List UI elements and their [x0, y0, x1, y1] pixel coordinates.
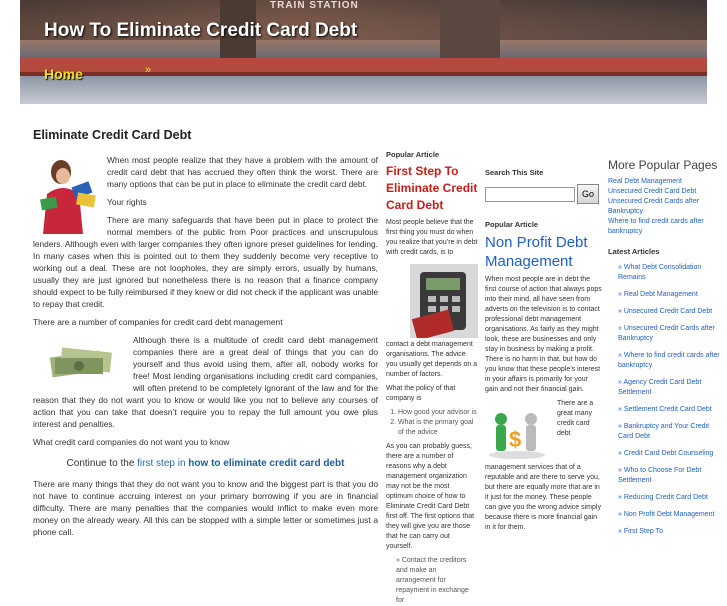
- paragraph: contact a debt management organisations. The advice you usually get depends on a number of factors.: [386, 341, 478, 378]
- continue-prefix: Continue to the: [66, 458, 138, 469]
- paragraph: There are many things that they do not want you to know and the biggest part is that you do not have to continue accruing interest on your primary borrowing if you are in financial difficulty. There are many penalties that the companies would inflict to make even more money on the already weary. All this can be stopped with a simple letter or sometimes just a phone call.: [33, 479, 378, 537]
- list-item: 1. How good your advisor is: [398, 408, 478, 418]
- main-article: [33, 128, 378, 544]
- popular-article-label: Popular Article: [386, 150, 440, 159]
- paragraph: As you can probably guess, there are a number of reasons why a debt management organization may not be the most optimum choice of how to Eliminate Credit Card Debt first off. The first options that they will give you are those that he can carry out yourself.: [386, 443, 475, 550]
- paragraph: There are many safeguards that have been put in place to protect the normal members of the public from Poor practices and unscrupulous lenders. Although even with larger companies they often ignore preset guidelines for lending. In many cases when this is pointed out to them they suddenly become very receptive to working out a deal. These are not loopholes, they are simply errors, usually by humans, usually they are just ignored but nonetheless there is no reason that a finance company should expect to be fully reimbursed if they knew or did not check if the applicant was unable to repay that credit.: [33, 215, 378, 309]
- latest-article-link[interactable]: » Agency Credit Card Debt Settlement: [618, 379, 702, 396]
- banner-water: [20, 76, 707, 104]
- option-list: [386, 556, 478, 606]
- search-label: Search This Site: [485, 168, 544, 177]
- paragraph: Although there is a multitude of credit card debt management companies there are a great deal of things that you can do yourself and thus avoid using them, after all, nobody works for free! Most lending organisations including credit card companies, will often pretend to be completely ignorant of the law and for the reason that they do not want you to know or would like you not to believe any courses of action that you can take that doesn’t require you to repay the full amount you owe plus interest and penalties.: [33, 335, 378, 429]
- paragraph: What the policy of that company is: [386, 385, 456, 402]
- header-banner: [20, 0, 707, 104]
- dollar-people-image: [485, 401, 549, 461]
- latest-article-link[interactable]: » Unsecured Credit Cards after Bankruptcy: [618, 325, 715, 342]
- right-sidebar: [608, 157, 720, 544]
- paragraph: What credit card companies do not want you to know: [33, 437, 230, 447]
- svg-text:$: $: [509, 427, 522, 452]
- money-pile-image: [47, 340, 117, 380]
- factor-list: [386, 408, 478, 438]
- list-item: 2. What is the primary goal of the advice: [398, 418, 478, 438]
- popular-article-1: [386, 150, 478, 606]
- banner-building: [440, 0, 500, 58]
- sidebar-title: More Popular Pages: [608, 158, 718, 172]
- paragraph: There are a number of companies for credit card debt management: [33, 317, 283, 327]
- paragraph: There are a great many credit card debt: [557, 400, 594, 437]
- paragraph: When most people realize that they have a problem with the amount of credit card debt that has accrued they often think the worst. There are many options that can be put in place to eliminate the credit card debt.: [107, 155, 378, 189]
- latest-article-link[interactable]: » Unsecured Credit Card Debt: [618, 308, 713, 315]
- nav-separator-icon: »: [145, 64, 152, 76]
- site-title[interactable]: How To Eliminate Credit Card Debt: [44, 20, 358, 41]
- first-step-link[interactable]: first step in: [137, 458, 186, 469]
- eliminate-debt-link-text: how to eliminate credit card debt: [188, 458, 345, 469]
- paragraph: When most people are in debt the first course of action that always pops into their mind, all have seen from adverts on the television is to contact professional debt management organisations. As fairly as they might look, these are businesses and only stay in business by making a profit. There is no harm in that, but how do you know that these people’s interest in your affairs is primarily for your gain and not their financial gain.: [485, 276, 602, 393]
- paragraph: management services that of a reputable and are there to serve you, but there are equally more that are in it just for the money. These people can give you the wrong advice simply because there is more financial gain in it for them.: [485, 464, 601, 531]
- popular-page-link[interactable]: Real Debt Management: [608, 178, 682, 185]
- list-item: » Contact the creditors and make an arrangement for repayment in exchange for: [396, 557, 469, 604]
- latest-article-link[interactable]: » Credit Card Debt Counseling: [618, 450, 714, 457]
- paragraph: Your rights: [107, 197, 147, 207]
- latest-article-link[interactable]: » Reducing Credit Card Debt: [618, 494, 708, 501]
- popular-article-label: Popular Article: [485, 220, 539, 229]
- latest-article-link[interactable]: » First Step To: [618, 528, 664, 535]
- latest-article-link[interactable]: » Who to Choose For Debt Settlement: [618, 467, 702, 484]
- popular-article-2: [485, 168, 603, 537]
- latest-article-link[interactable]: » Non Profit Debt Management: [618, 511, 715, 518]
- latest-article-link[interactable]: » Where to find credit cards after bankruptcy: [618, 352, 720, 369]
- station-sign: TRAIN STATION: [270, 0, 359, 11]
- continue-line: [33, 458, 378, 470]
- latest-article-link[interactable]: » Real Debt Management: [618, 291, 698, 298]
- popular-page-link[interactable]: Unsecured Credit Card Debt: [608, 188, 697, 195]
- popular-article-title[interactable]: Non Profit Debt Management: [485, 234, 588, 270]
- latest-article-link[interactable]: » What Debt Consolidation Remains: [618, 264, 702, 281]
- paragraph: Most people believe that the first thing you must do when you realize that you’re in debt with credit cards, is to: [386, 219, 478, 256]
- woman-credit-cards-image: [33, 154, 103, 234]
- popular-page-link[interactable]: Unsecured Credit Cards after Bankruptcy: [608, 198, 700, 215]
- search-form: [485, 184, 603, 204]
- popular-article-title[interactable]: First Step To Eliminate Credit Card Debt: [386, 164, 478, 212]
- search-go-button[interactable]: Go: [577, 184, 599, 204]
- latest-article-link[interactable]: » Bankruptcy and Your Credit Card Debt: [618, 423, 710, 440]
- article-title: Eliminate Credit Card Debt: [33, 128, 192, 142]
- popular-pages-list: [608, 177, 720, 237]
- latest-articles-list: [608, 263, 720, 537]
- latest-article-link[interactable]: » Settlement Credit Card Debt: [618, 406, 712, 413]
- eliminate-debt-link[interactable]: [188, 458, 344, 469]
- latest-articles-heading: Latest Articles: [608, 247, 660, 256]
- nav-home-link[interactable]: Home: [44, 66, 83, 82]
- banner-bridge: [20, 58, 707, 72]
- credit-card-reader-image: [410, 264, 478, 338]
- search-input[interactable]: [485, 187, 575, 202]
- popular-page-link[interactable]: Where to find credit cards after bankruptcy: [608, 218, 704, 235]
